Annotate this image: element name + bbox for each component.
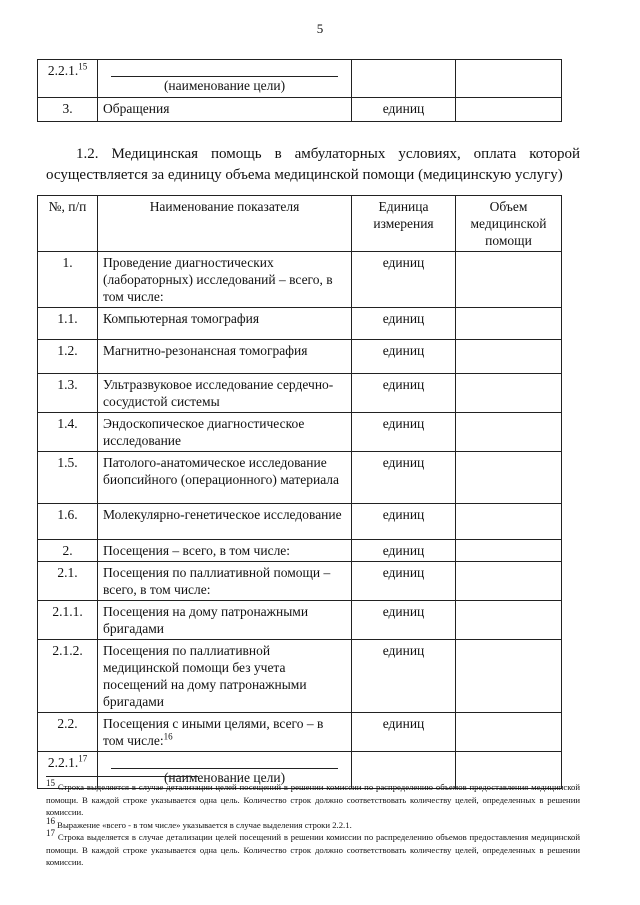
value-cell	[456, 640, 562, 713]
unit-cell: единиц	[352, 640, 456, 713]
row-number: 1.3.	[38, 374, 98, 413]
row-number: 1.2.	[38, 340, 98, 374]
table-row	[38, 713, 562, 752]
row-number: 2.1.	[38, 562, 98, 601]
row-number: 2.1.2.	[38, 640, 98, 713]
blank-caption: (наименование цели)	[163, 770, 286, 785]
value-cell	[456, 601, 562, 640]
table-row	[38, 308, 562, 340]
table-row	[38, 60, 562, 98]
value-cell	[456, 562, 562, 601]
row-number: 1.1.	[38, 308, 98, 340]
row-number: 1.	[38, 252, 98, 308]
row-number: 2.2.	[38, 713, 98, 752]
indicator-name: Ультразвуковое исследование сердечно-сосудистой системы	[98, 374, 352, 413]
table-header-row	[38, 196, 562, 252]
indicator-name: Проведение диагностических (лабораторных) исследований – всего, в том числе:	[98, 252, 352, 308]
indicator-name: Обращения	[98, 98, 352, 122]
unit-cell: единиц	[352, 98, 456, 122]
table-row	[38, 540, 562, 562]
indicator-name: Магнитно-резонансная томография	[98, 340, 352, 374]
value-cell	[456, 413, 562, 452]
header-value: Объем медицинской помощи	[456, 196, 562, 252]
value-cell	[456, 340, 562, 374]
unit-cell: единиц	[352, 340, 456, 374]
indicator-name: Посещения по паллиативной медицинской помощи без учета посещений на дому патронажными бригадами	[98, 640, 352, 713]
header-num: №, п/п	[38, 196, 98, 252]
row-number: 1.5.	[38, 452, 98, 504]
table-row	[38, 452, 562, 504]
footnote: 16 Выражение «всего - в том числе» указывается в случае выделения строки 2.2.1.	[46, 815, 352, 830]
row-number: 2.	[38, 540, 98, 562]
table-row	[38, 562, 562, 601]
value-cell	[456, 452, 562, 504]
unit-cell: единиц	[352, 413, 456, 452]
section-paragraph: 1.2. Медицинская помощь в амбулаторных условиях, оплата которой осуществляется за единицу объема медицинской помощи (медицинскую услугу)	[46, 146, 580, 183]
value-cell	[456, 713, 562, 752]
table-row	[38, 374, 562, 413]
unit-cell: единиц	[352, 713, 456, 752]
unit-cell: единиц	[352, 252, 456, 308]
indicator-name: Патолого-анатомическое исследование биопсийного (операционного) материала	[98, 452, 352, 504]
value-cell	[456, 252, 562, 308]
unit-cell: единиц	[352, 308, 456, 340]
unit-cell: единиц	[352, 540, 456, 562]
value-cell	[456, 98, 562, 122]
top-table	[37, 59, 562, 122]
row-number: 1.4.	[38, 413, 98, 452]
unit-cell: единиц	[352, 504, 456, 540]
table-row	[38, 98, 562, 122]
value-cell	[456, 308, 562, 340]
footnotes	[46, 778, 581, 869]
unit-cell: единиц	[352, 452, 456, 504]
unit-cell: единиц	[352, 601, 456, 640]
table-row	[38, 504, 562, 540]
unit-cell: единиц	[352, 374, 456, 413]
row-number: 2.2.1.17	[38, 752, 98, 789]
indicator-name: Молекулярно-генетическое исследование	[98, 504, 352, 540]
indicator-name: Посещения по паллиативной помощи – всего, в том числе:	[98, 562, 352, 601]
table-row	[38, 640, 562, 713]
table-row	[38, 252, 562, 308]
value-cell	[456, 504, 562, 540]
blank-caption: (наименование цели)	[163, 78, 286, 93]
target-name-blank	[98, 60, 352, 98]
indicator-name: Компьютерная томография	[98, 308, 352, 340]
table-row	[38, 340, 562, 374]
main-table	[37, 195, 562, 789]
row-number: 2.2.1.15	[38, 60, 98, 98]
footnote: 15 Строка выделяется в случае детализации целей посещений в решении комиссии по распределению объемов предоставления медицинской помощи. В каждой строке указывается одна цель. Количество строк должно соответствовать количеству целей, определенных в решении комиссии.	[46, 778, 581, 817]
footnote: 17 Строка выделяется в случае детализации целей посещений в решении комиссии по распределению объемов предоставления медицинской помощи. В каждой строке указывается одна цель. Количество строк должно соответствовать количеству целей, определенных в решении комиссии.	[46, 828, 581, 867]
header-name: Наименование показателя	[98, 196, 352, 252]
footnote-separator	[46, 776, 198, 777]
indicator-name: Посещения на дому патронажными бригадами	[98, 601, 352, 640]
value-cell	[456, 60, 562, 98]
indicator-name: Эндоскопическое диагностическое исследование	[98, 413, 352, 452]
row-number: 3.	[38, 98, 98, 122]
indicator-name: Посещения – всего, в том числе:	[98, 540, 352, 562]
unit-cell: единиц	[352, 562, 456, 601]
unit-cell	[352, 60, 456, 98]
header-unit: Единица измерения	[352, 196, 456, 252]
page-number: 5	[316, 21, 324, 36]
table-row	[38, 601, 562, 640]
row-number: 2.1.1.	[38, 601, 98, 640]
value-cell	[456, 540, 562, 562]
table-row	[38, 413, 562, 452]
row-number: 1.6.	[38, 504, 98, 540]
value-cell	[456, 374, 562, 413]
indicator-name: Посещения с иными целями, всего – в том числе:$^{16}$	[98, 713, 352, 752]
